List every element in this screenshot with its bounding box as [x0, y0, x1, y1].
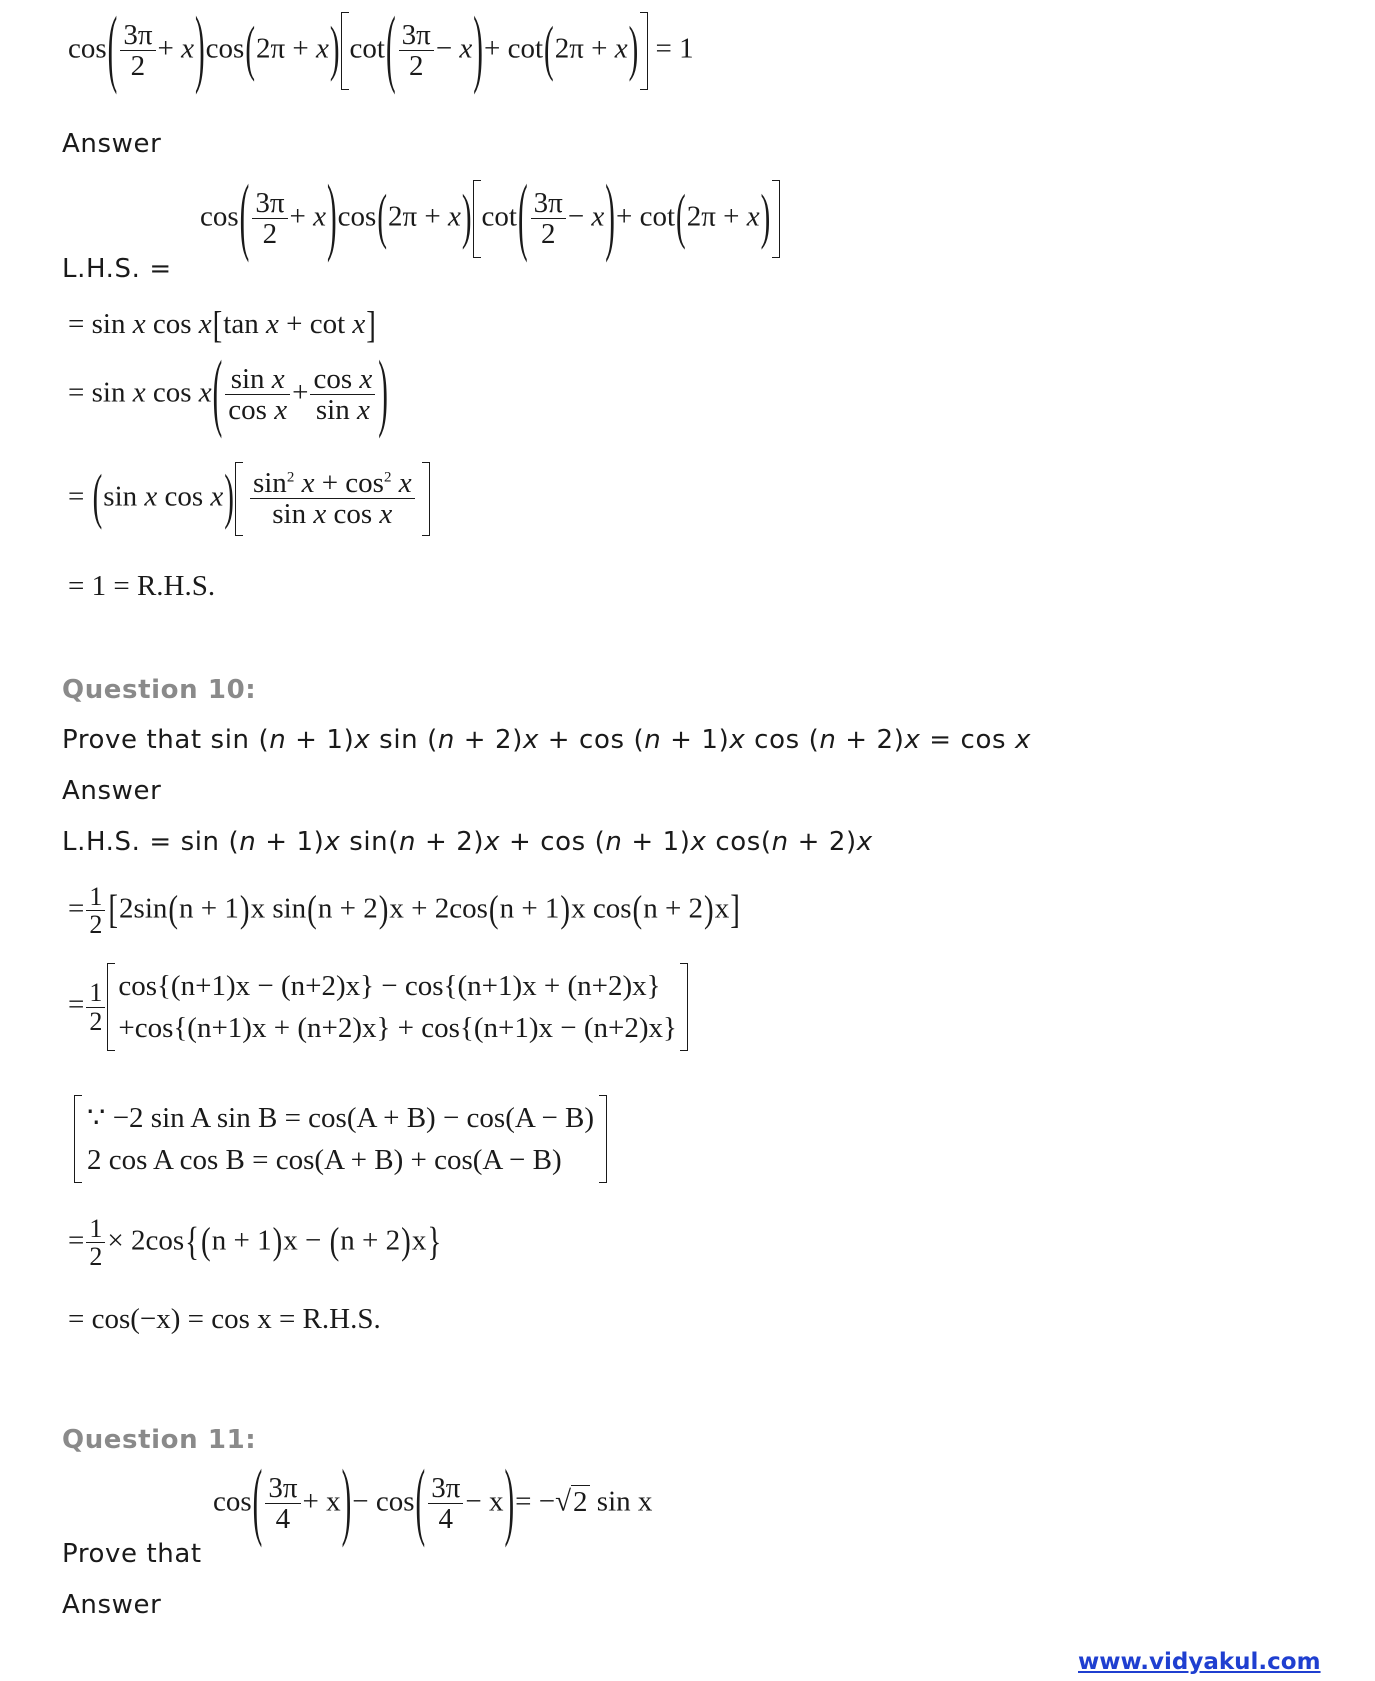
step-rhs-problem-9: = 1 = R.H.S.	[68, 570, 216, 602]
step-sin2-cos2: = (sin x cos x) $\frac{\sin^2 x + \cos^2 x}{\text{sin x cos x}}$	[68, 462, 430, 536]
step-tan-cot: = sin x cos x[tan x + cot x]	[68, 304, 376, 347]
website-link[interactable]: www.vidyakul.com	[1078, 1649, 1321, 1675]
step-cos-expansion: = $\frac{1}{2}$ cos{(n+1)x − (n+2)x} − cos{(n+1)x + (n+2)x} +cos{(n+1)x + (n+2)x} + cos{(n+1)x − (n+2)x}	[68, 963, 688, 1051]
step-sin-over-cos: = sin x cos x( $\frac{\text{sin x}}{\text{cos x}}$ + $\frac{\text{cos x}}{\text{sin x}}$ )	[68, 345, 388, 442]
answer-label-question-10: Answer	[62, 776, 162, 806]
equation-question-11: cos( $\frac{3\pi}{4}$ + x)− cos( $\frac{3\pi}{4}$ − x)= −√2 sin x	[213, 1454, 653, 1551]
prove-that-label: Prove that	[62, 1539, 202, 1569]
identity-line-1: ∵ −2 sin A sin B = cos(A + B) − cos(A − B)	[87, 1102, 595, 1134]
lhs-label: L.H.S. =	[62, 254, 172, 284]
cos-expansion-line-2: +cos{(n+1)x + (n+2)x} + cos{(n+1)x − (n+2)x}	[118, 1012, 677, 1045]
answer-label-problem-9: Answer	[62, 129, 162, 159]
question-10-statement: Prove that sin (n + 1)x sin (n + 2)x + cos (n + 1)x cos (n + 2)x = cos x	[62, 725, 1031, 755]
question-10-title: Question 10:	[62, 675, 257, 705]
equation-problem-9: cos( $\frac{3\pi}{2}$ + x)cos(2π + x) cot( $\frac{3\pi}{2}$ − x)+ cot(2π + x) = 1	[68, 1, 694, 98]
step-half-times-two: = $\frac{1}{2}$ × 2cos{(n + 1)x − (n + 2)x}	[68, 1214, 442, 1272]
answer-label-question-11: Answer	[62, 1590, 162, 1620]
step-rhs-question-10: = cos(−x) = cos x = R.H.S.	[68, 1303, 381, 1335]
question-11-title: Question 11:	[62, 1425, 257, 1455]
question-10-lhs: L.H.S. = sin (n + 1)x sin(n + 2)x + cos (n + 1)x cos(n + 2)x	[62, 827, 873, 857]
cos-expansion-line-1: cos{(n+1)x − (n+2)x} − cos{(n+1)x + (n+2)x}	[118, 970, 661, 1002]
identity-bracket	[74, 1095, 607, 1183]
lhs-expression: cos( $\frac{3\pi}{2}$ + x)cos(2π + x) cot( $\frac{3\pi}{2}$ − x)+ cot(2π + x)	[200, 180, 780, 258]
step-product-to-sum: = $\frac{1}{2}$ [2sin(n + 1)x sin(n + 2)x + 2cos(n + 1)x cos(n + 2)x]	[68, 882, 740, 940]
identity-line-2: 2 cos A cos B = cos(A + B) + cos(A − B)	[87, 1144, 562, 1177]
